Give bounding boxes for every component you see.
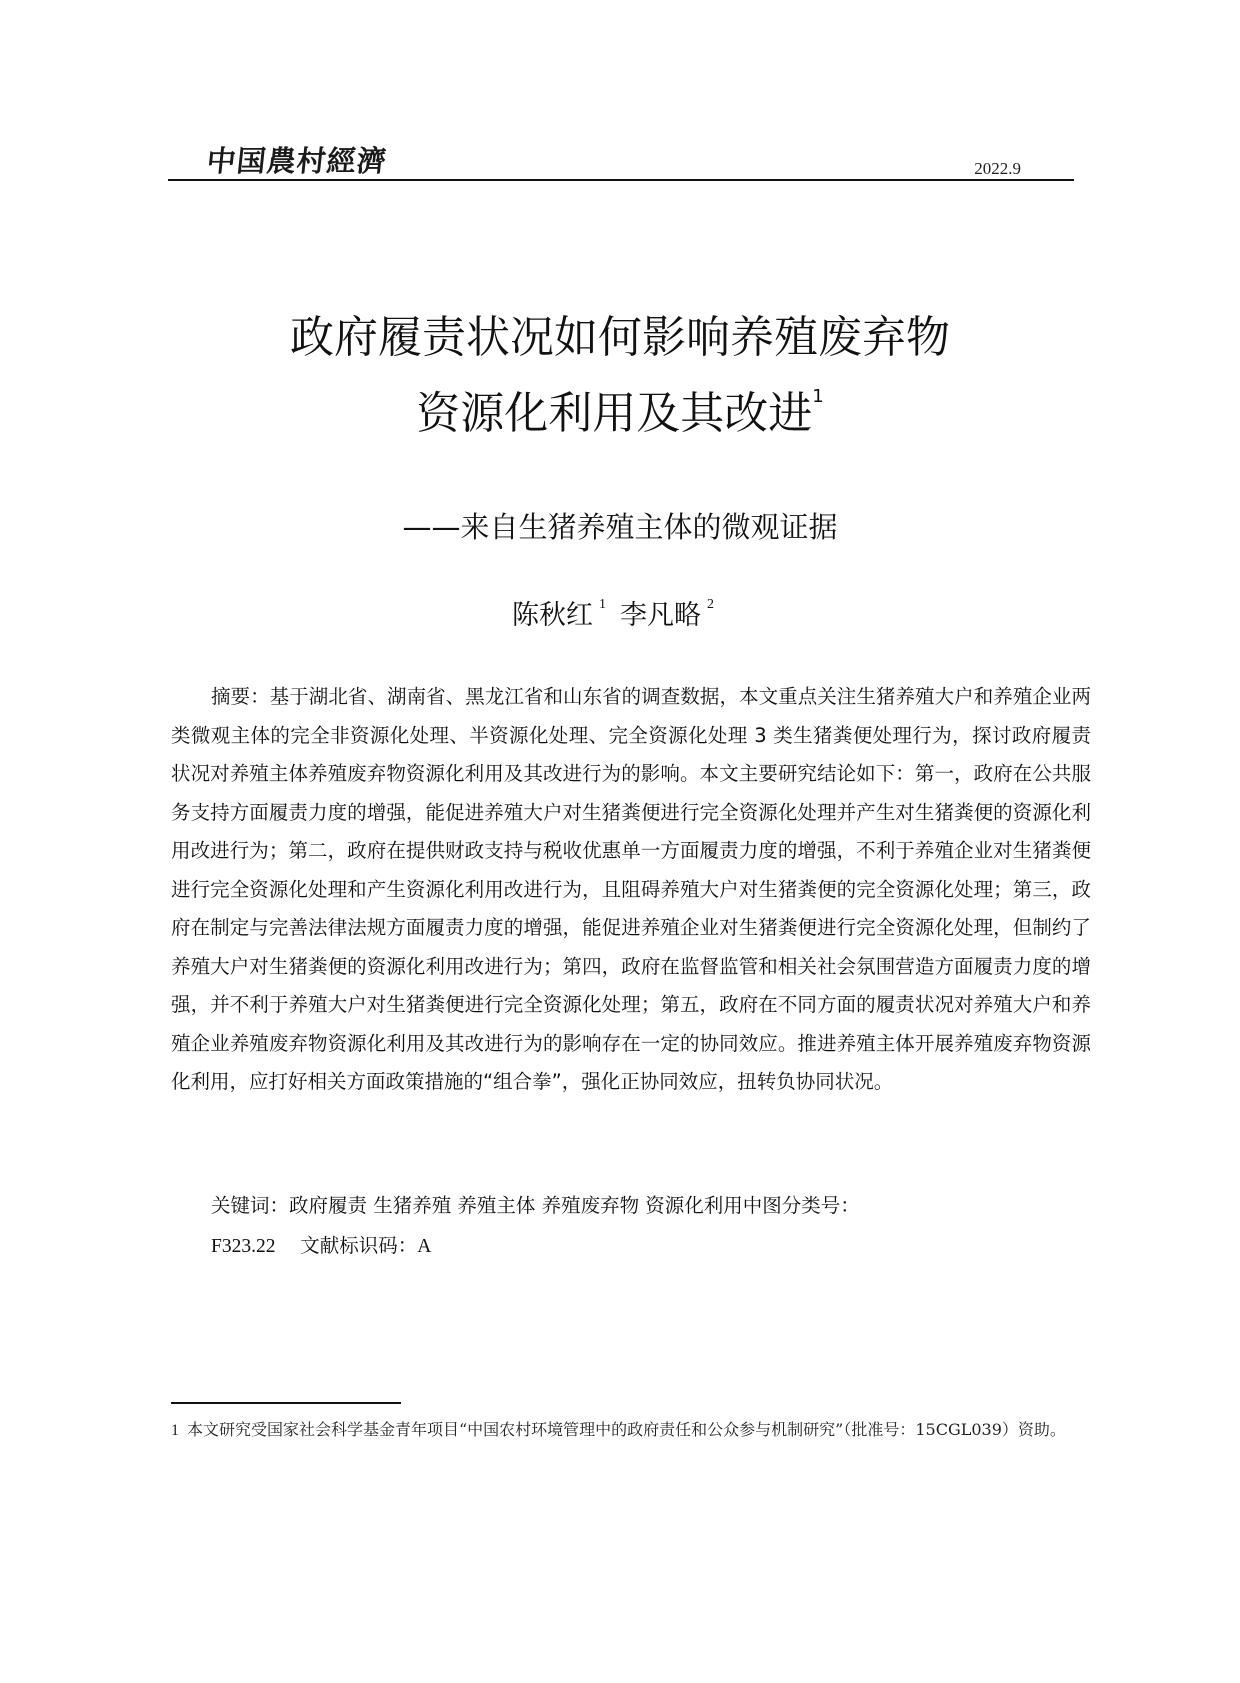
footnote-divider [171,1402,401,1404]
footnote-text: 本文研究受国家社会科学基金青年项目“中国农村环境管理中的政府责任和公众参与机制研究”（批准号：15CGL039）资助。 [187,1420,1066,1439]
classification-line [211,1236,431,1257]
issue-date: 2022.9 [974,159,1021,178]
journal-logo: 中国農村經濟 [205,144,389,178]
author-name: 陈秋红 [512,600,593,631]
title-footnote-marker: 1 [812,386,824,407]
paper-title-line-2 [0,386,1240,439]
paper-subtitle: ——来自生猪养殖主体的微观证据 [402,510,838,544]
document-code-label: 文献标识码： [300,1234,418,1257]
clc-code: F323.22 [211,1236,276,1257]
document-code: A [417,1236,432,1257]
author-affiliation-marker: 1 [599,597,606,612]
paper-title-line-1 [0,312,1240,363]
author-name: 李凡略 [620,600,701,631]
footnote [171,1411,1081,1450]
keywords-line: 关键词：政府履责 生猪养殖 养殖主体 养殖废弃物 资源化利用中图分类号： [211,1194,860,1217]
title-line-1-text: 政府履责状况如何影响养殖废弃物 [290,312,950,363]
title-line-2-text: 资源化利用及其改进 [416,388,813,439]
author-affiliation-marker: 2 [707,597,714,612]
author-list [0,597,1240,631]
header-divider [168,179,1074,181]
footnote-number: 1 [171,1422,179,1439]
abstract-paragraph: 摘要：基于湖北省、湖南省、黑龙江省和山东省的调查数据，本文重点关注生猪养殖大户和养殖企业两类微观主体的完全非资源化处理、半资源化处理、完全资源化处理 3 类生猪粪便处理行为，探讨政府履责状况对养殖主体养殖废弃物资源化利用及其改进行为的影响。本文主要研究结论如下：第一，政府在公共服务支持方面履责力度的增强，能促进养殖大户对生猪粪便进行完全资源化处理并产生对生猪粪便的资源化利用改进行为；第二，政府在提供财政支持与税收优惠单一方面履责力度的增强，不利于养殖企业对生猪粪便进行完全资源化处理和产生资源化利用改进行为，且阻碍养殖大户对生猪粪便的完全资源化处理；第三，政府在制定与完善法律法规方面履责力度的增强，能促进养殖企业对生猪粪便进行完全资源化处理，但制约了养殖大户对生猪粪便的资源化利用改进行为；第四，政府在监督监管和相关社会氛围营造方面履责力度的增强，并不利于养殖大户对生猪粪便进行完全资源化处理；第五，政府在不同方面的履责状况对养殖大户和养殖企业养殖废弃物资源化利用及其改进行为的影响存在一定的协同效应。推进养殖主体开展养殖废弃物资源化利用，应打好相关方面政策措施的“组合拳”，强化正协同效应，扭转负协同状况。 [171,685,1091,1093]
